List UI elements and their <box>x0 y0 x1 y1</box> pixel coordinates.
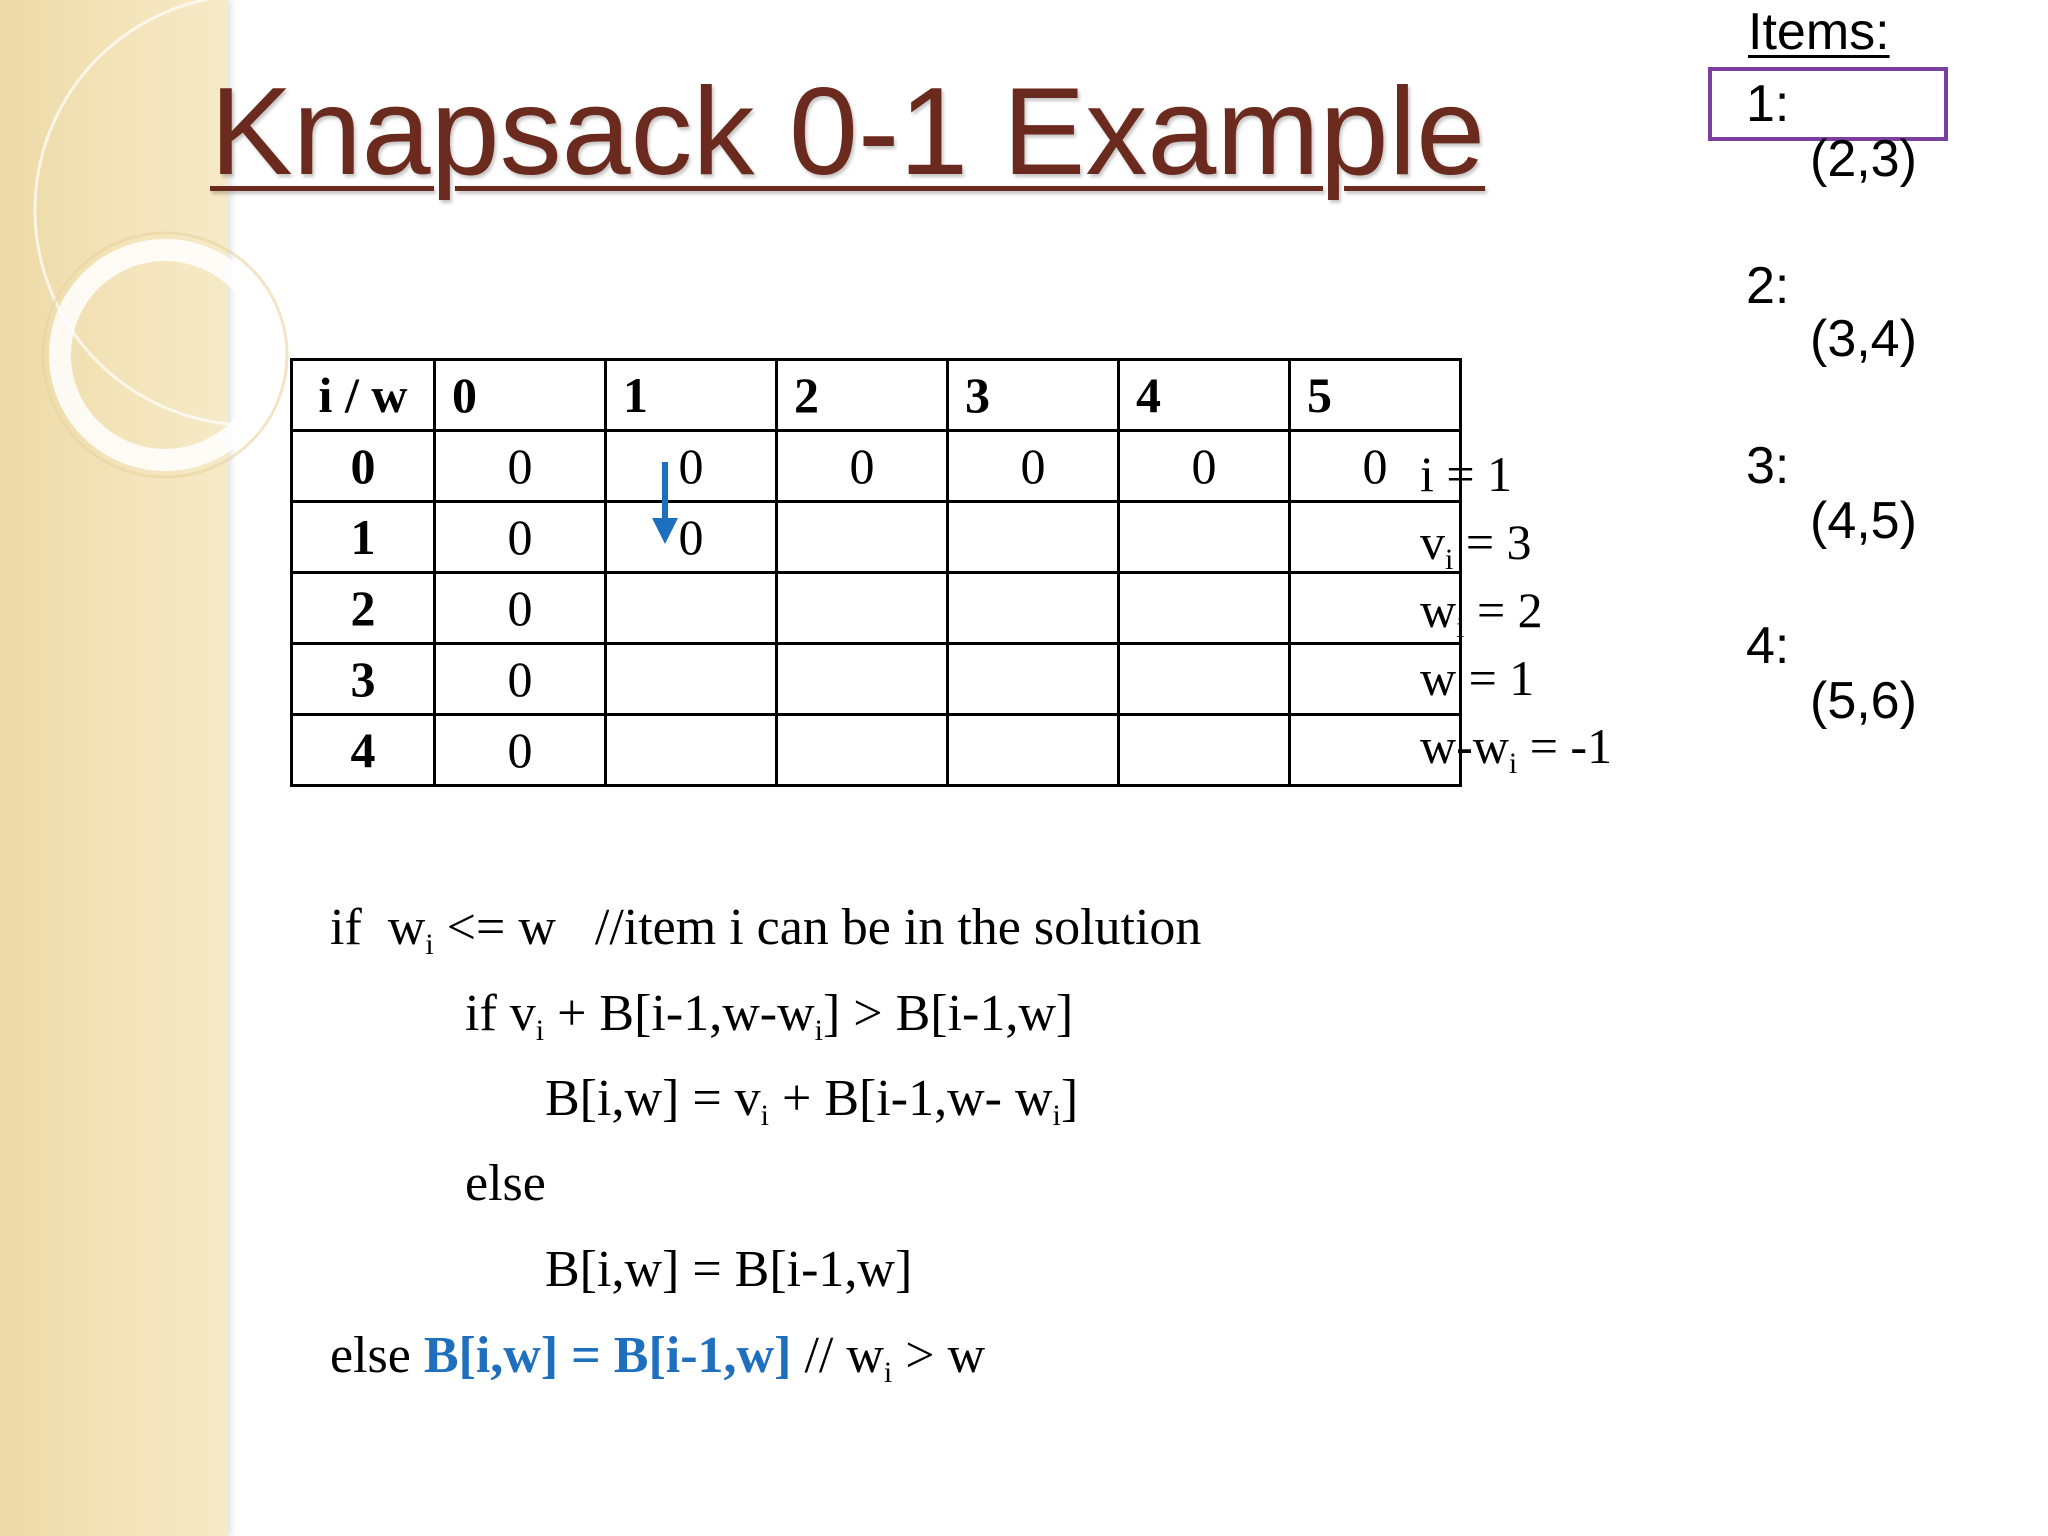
row-index-cell: 0 <box>292 431 435 502</box>
row-index-cell: 1 <box>292 502 435 573</box>
code-line-1: if $w_i <= w$ //item i can be in the solution <box>330 899 1202 961</box>
table-cell: 0 <box>1290 431 1461 502</box>
item-number: 1: <box>1746 75 1790 133</box>
slide-title: Knapsack 0-1 Example <box>210 63 1486 201</box>
table-header-cell: 4 <box>1119 360 1290 431</box>
item-number: 2: <box>1746 257 1790 315</box>
table-row <box>292 431 1461 502</box>
down-arrow-icon <box>650 458 680 548</box>
table-header-cell: 5 <box>1290 360 1461 431</box>
code-line-4: else <box>465 1155 546 1212</box>
variables-panel <box>1420 440 1612 780</box>
highlighted-assignment: B[i,w] = B[i-1,w] <box>423 1327 792 1384</box>
item-number: 3: <box>1746 437 1790 495</box>
table-cell: 0 <box>435 431 606 502</box>
row-index-cell: 2 <box>292 573 435 644</box>
table-cell <box>606 715 777 786</box>
table-cell <box>777 573 948 644</box>
table-cell: 0 <box>948 431 1119 502</box>
table-header-cell: 3 <box>948 360 1119 431</box>
table-row <box>292 715 1461 786</box>
table-cell: 0 <box>777 431 948 502</box>
table-cell <box>606 644 777 715</box>
table-row <box>292 573 1461 644</box>
code-line-5: B[i,w] = B[i-1,w] <box>545 1241 913 1298</box>
table-row <box>292 644 1461 715</box>
table-cell: 0 <box>435 502 606 573</box>
table-cell: 0 <box>1119 431 1290 502</box>
table-header-cell: 2 <box>777 360 948 431</box>
table-cell <box>1119 644 1290 715</box>
var-wi: $w_i = 2$ <box>1420 582 1543 644</box>
table-cell <box>1119 502 1290 573</box>
table-row <box>292 502 1461 573</box>
table-cell <box>777 644 948 715</box>
table-cell <box>948 502 1119 573</box>
table-cell <box>777 502 948 573</box>
items-title: Items: <box>1748 3 1890 61</box>
table-header-cell: i / w <box>292 360 435 431</box>
row-index-cell: 3 <box>292 644 435 715</box>
table-cell <box>948 715 1119 786</box>
table-cell <box>948 644 1119 715</box>
item-value: (2,3) <box>1810 130 1917 188</box>
knapsack-dp-table <box>290 358 1462 787</box>
var-i: i = 1 <box>1420 446 1513 502</box>
table-cell: 0 <box>606 502 777 573</box>
item-value: (3,4) <box>1810 310 1917 368</box>
table-cell <box>948 573 1119 644</box>
var-w-minus-wi: $w-w_i = -1$ <box>1420 718 1613 780</box>
table-cell: 0 <box>606 431 777 502</box>
item-value: (5,6) <box>1810 672 1917 730</box>
var-v: $v_i = 3$ <box>1420 514 1532 576</box>
table-cell: 0 <box>435 644 606 715</box>
row-index-cell: 4 <box>292 715 435 786</box>
code-line-3: $B[i,w] = v_i + B[i-1,w-$ $w_i$] <box>545 1070 1079 1132</box>
code-line-6: else $B[i,w] = B[i-1,w] // w_i > w$ <box>330 1327 986 1389</box>
table-cell: 0 <box>435 573 606 644</box>
table-cell <box>1119 573 1290 644</box>
table-cell <box>1119 715 1290 786</box>
table-cell <box>606 573 777 644</box>
item-number: 4: <box>1746 617 1790 675</box>
code-line-2: if $v_i + B[i-1,w-w_i] > B[i-1,w]$ <box>465 985 1074 1047</box>
table-header-row <box>292 360 1461 431</box>
item-value: (4,5) <box>1810 492 1917 550</box>
table-header-cell: 0 <box>435 360 606 431</box>
table-header-cell: 1 <box>606 360 777 431</box>
var-w: w = 1 <box>1420 650 1535 706</box>
table-cell: 0 <box>435 715 606 786</box>
table-cell <box>777 715 948 786</box>
